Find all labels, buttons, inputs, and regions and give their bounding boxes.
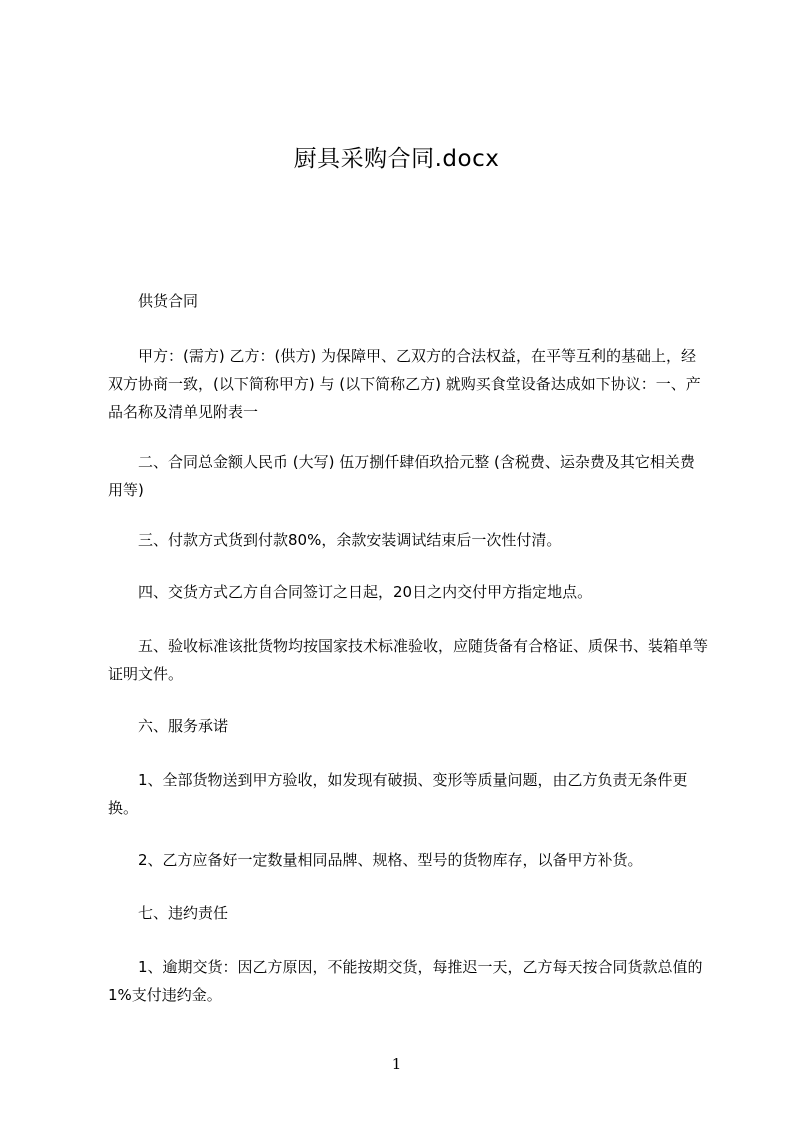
paragraph-delivery-method: 四、交货方式乙方自合同签订之日起，20日之内交付甲方指定地点。 — [138, 583, 593, 601]
paragraph-service-heading: 六、服务承诺 — [138, 717, 229, 735]
paragraph-liability-item-1: 1、逾期交货：因乙方原因，不能按期交货，每推迟一天，乙方每天按合同货款总值的1%支付违约金。 — [108, 958, 703, 1004]
paragraph-service-item-2: 2、乙方应备好一定数量相同品牌、规格、型号的货物库存，以备甲方补货。 — [138, 851, 643, 869]
paragraph-contract-heading: 供货合同 — [138, 292, 199, 310]
paragraph-service-item-1: 1、全部货物送到甲方验收，如发现有破损、变形等质量问题，由乙方负责无条件更换。 — [108, 771, 688, 817]
document-title: 厨具采购合同.docx — [293, 146, 500, 172]
paragraph-acceptance-standard: 五、验收标准该批货物均按国家技术标准验收，应随货备有合格证、质保书、装箱单等证明文件。 — [108, 637, 709, 683]
paragraph-liability-heading: 七、违约责任 — [138, 904, 229, 922]
paragraph-total-amount: 二、合同总金额人民币 (大写) 伍万捌仟肆佰玖拾元整 (含税费、运杂费及其它相关费用等) — [108, 453, 695, 499]
paragraph-payment-method: 三、付款方式货到付款80%，余款安装调试结束后一次性付清。 — [138, 531, 562, 549]
paragraph-parties: 甲方：(需方) 乙方：(供方) 为保障甲、乙双方的合法权益，在平等互利的基础上，经双方协商一致，(以下简称甲方) 与 (以下简称乙方) 就购买食堂设备达成如下协议：一、产品名称及清单见附表一 — [108, 347, 701, 421]
page-number: 1 — [391, 1055, 402, 1073]
